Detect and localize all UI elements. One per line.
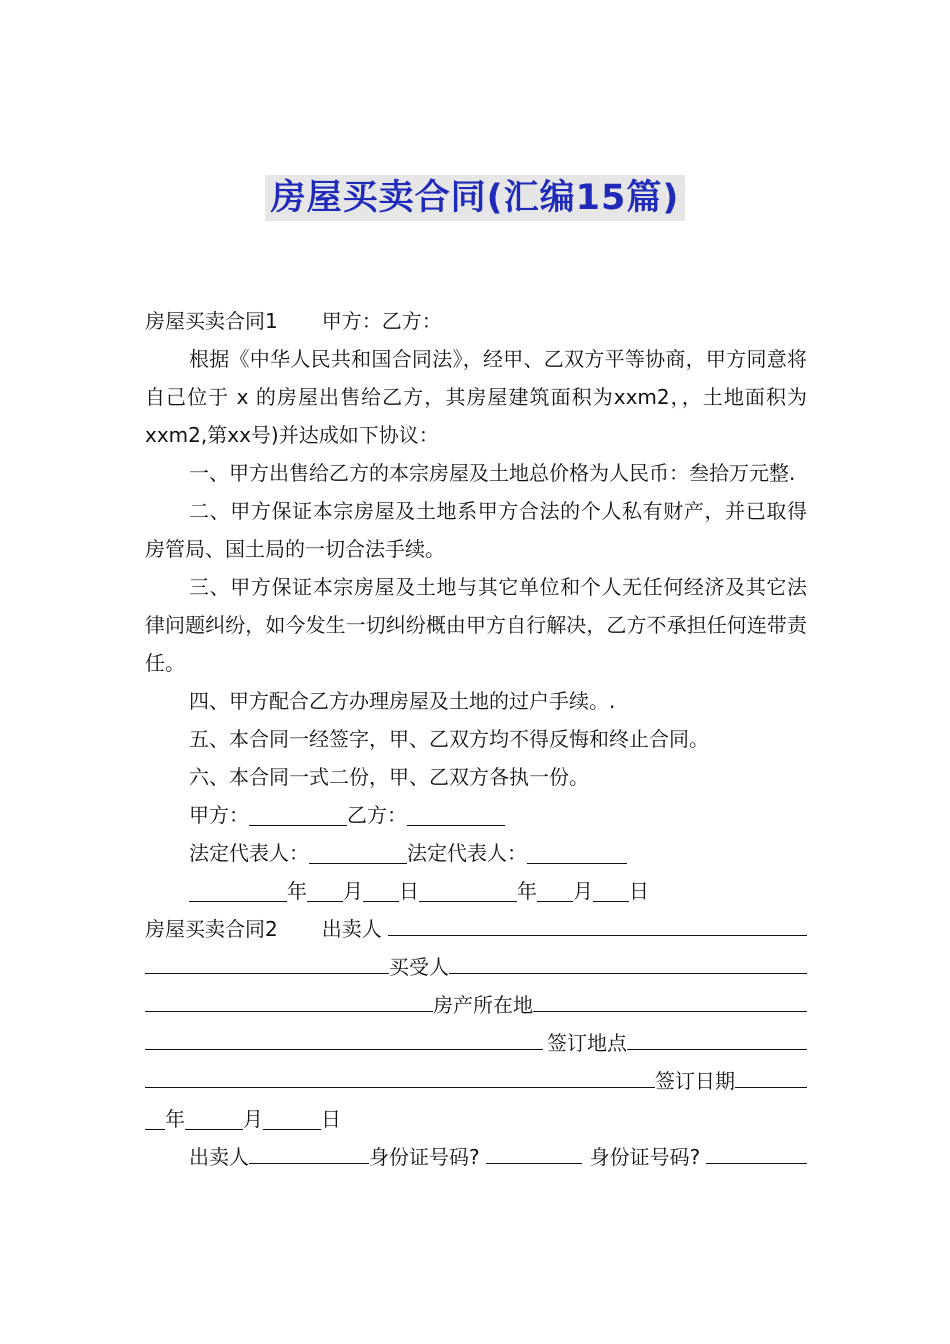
id-blank-2[interactable] <box>706 1139 807 1164</box>
document-body <box>145 302 807 1176</box>
rep-a-blank[interactable] <box>309 839 407 864</box>
contract2-sign-place-line <box>145 1024 807 1062</box>
date-b-day-blank[interactable] <box>593 877 629 902</box>
party-b-label: 乙方： <box>347 803 407 827</box>
contract2-date-line <box>145 1100 807 1138</box>
sign-date-blank[interactable] <box>735 1063 807 1088</box>
sign-place-blank-cont[interactable] <box>145 1063 655 1088</box>
contract2-id-line <box>145 1138 807 1176</box>
contract2-seller-line <box>145 910 807 948</box>
contract1-clause-3: 三、甲方保证本宗房屋及土地与其它单位和个人无任何经济及其它法律问题纠纷，如今发生一切纠纷概由甲方自行解决，乙方不承担任何连带责任。 <box>145 575 807 675</box>
contract1-clause-6: 六、本合同一式二份，甲、乙双方各执一份。 <box>189 765 589 789</box>
sign-date-label: 签订日期 <box>655 1069 735 1093</box>
date-a-year-blank[interactable] <box>189 877 287 902</box>
location-blank-cont[interactable] <box>145 1025 543 1050</box>
contract1-header-line <box>145 302 807 340</box>
sign-day: 日 <box>321 1107 341 1131</box>
sign-place-label: 签订地点 <box>547 1031 627 1055</box>
contract2-heading: 房屋买卖合同2 <box>145 917 278 941</box>
date-a-day: 日 <box>399 879 419 903</box>
date-a-month-blank[interactable] <box>307 877 343 902</box>
contract1-parties: 甲方：乙方： <box>321 309 442 333</box>
sign-place-blank[interactable] <box>627 1025 807 1050</box>
sign-month-blank[interactable] <box>185 1105 243 1130</box>
date-b-year-blank[interactable] <box>419 877 517 902</box>
rep-a-label: 法定代表人： <box>189 841 309 865</box>
contract2-location-line <box>145 986 807 1024</box>
document-title: 房屋买卖合同(汇编15篇) <box>265 175 686 221</box>
location-label: 房产所在地 <box>433 993 533 1017</box>
contract1-clause-5: 五、本合同一经签字，甲、乙双方均不得反悔和终止合同。 <box>189 727 709 751</box>
sign-month: 月 <box>243 1107 263 1131</box>
contract1-date-line <box>145 872 807 910</box>
rep-b-blank[interactable] <box>527 839 627 864</box>
contract1-clause-1: 一、甲方出售给乙方的本宗房屋及土地总价格为人民币：叁拾万元整. <box>189 461 796 485</box>
id-blank-1[interactable] <box>486 1139 582 1164</box>
seller-label: 出卖人 <box>321 917 382 941</box>
buyer-blank[interactable] <box>449 949 807 974</box>
date-a-year: 年 <box>287 879 307 903</box>
contract1-intro: 根据《中华人民共和国合同法》，经甲、乙双方平等协商，甲方同意将自己位于 x 的房屋出售给乙方，其房屋建筑面积为xxm2，，土地面积为xxm2,第xx号)并达成如下协议： <box>145 347 807 447</box>
sign-year-blank[interactable] <box>145 1105 165 1130</box>
date-b-month-blank[interactable] <box>537 877 573 902</box>
contract1-representative-line <box>145 834 807 872</box>
seller-blank[interactable] <box>388 911 807 936</box>
title-container <box>0 175 950 221</box>
id-label-2: 身份证号码? <box>589 1145 701 1169</box>
location-blank[interactable] <box>533 987 807 1012</box>
sign-day-blank[interactable] <box>263 1105 321 1130</box>
party-b-blank[interactable] <box>407 801 505 826</box>
contract1-clause-4: 四、甲方配合乙方办理房屋及土地的过户手续。. <box>189 689 616 713</box>
party-a-label: 甲方： <box>189 803 249 827</box>
buyer-blank-cont[interactable] <box>145 987 433 1012</box>
contract1-signature-line <box>145 796 807 834</box>
contract1-heading: 房屋买卖合同1 <box>145 309 278 333</box>
contract2-sign-date-line <box>145 1062 807 1100</box>
rep-b-label: 法定代表人： <box>407 841 527 865</box>
sign-year: 年 <box>165 1107 185 1131</box>
date-b-year: 年 <box>517 879 537 903</box>
date-b-day: 日 <box>629 879 649 903</box>
date-a-month: 月 <box>343 879 363 903</box>
party-a-blank[interactable] <box>249 801 347 826</box>
contract1-clause-2: 二、甲方保证本宗房屋及土地系甲方合法的个人私有财产，并已取得房管局、国土局的一切合法手续。 <box>145 499 807 561</box>
id-label-1: 身份证号码? <box>369 1145 480 1169</box>
contract2-buyer-line <box>145 948 807 986</box>
seller-sign-label: 出卖人 <box>189 1145 249 1169</box>
date-a-day-blank[interactable] <box>363 877 399 902</box>
date-b-month: 月 <box>573 879 593 903</box>
buyer-label: 买受人 <box>389 955 449 979</box>
seller-blank-cont[interactable] <box>145 949 389 974</box>
seller-sign-blank[interactable] <box>249 1139 369 1164</box>
